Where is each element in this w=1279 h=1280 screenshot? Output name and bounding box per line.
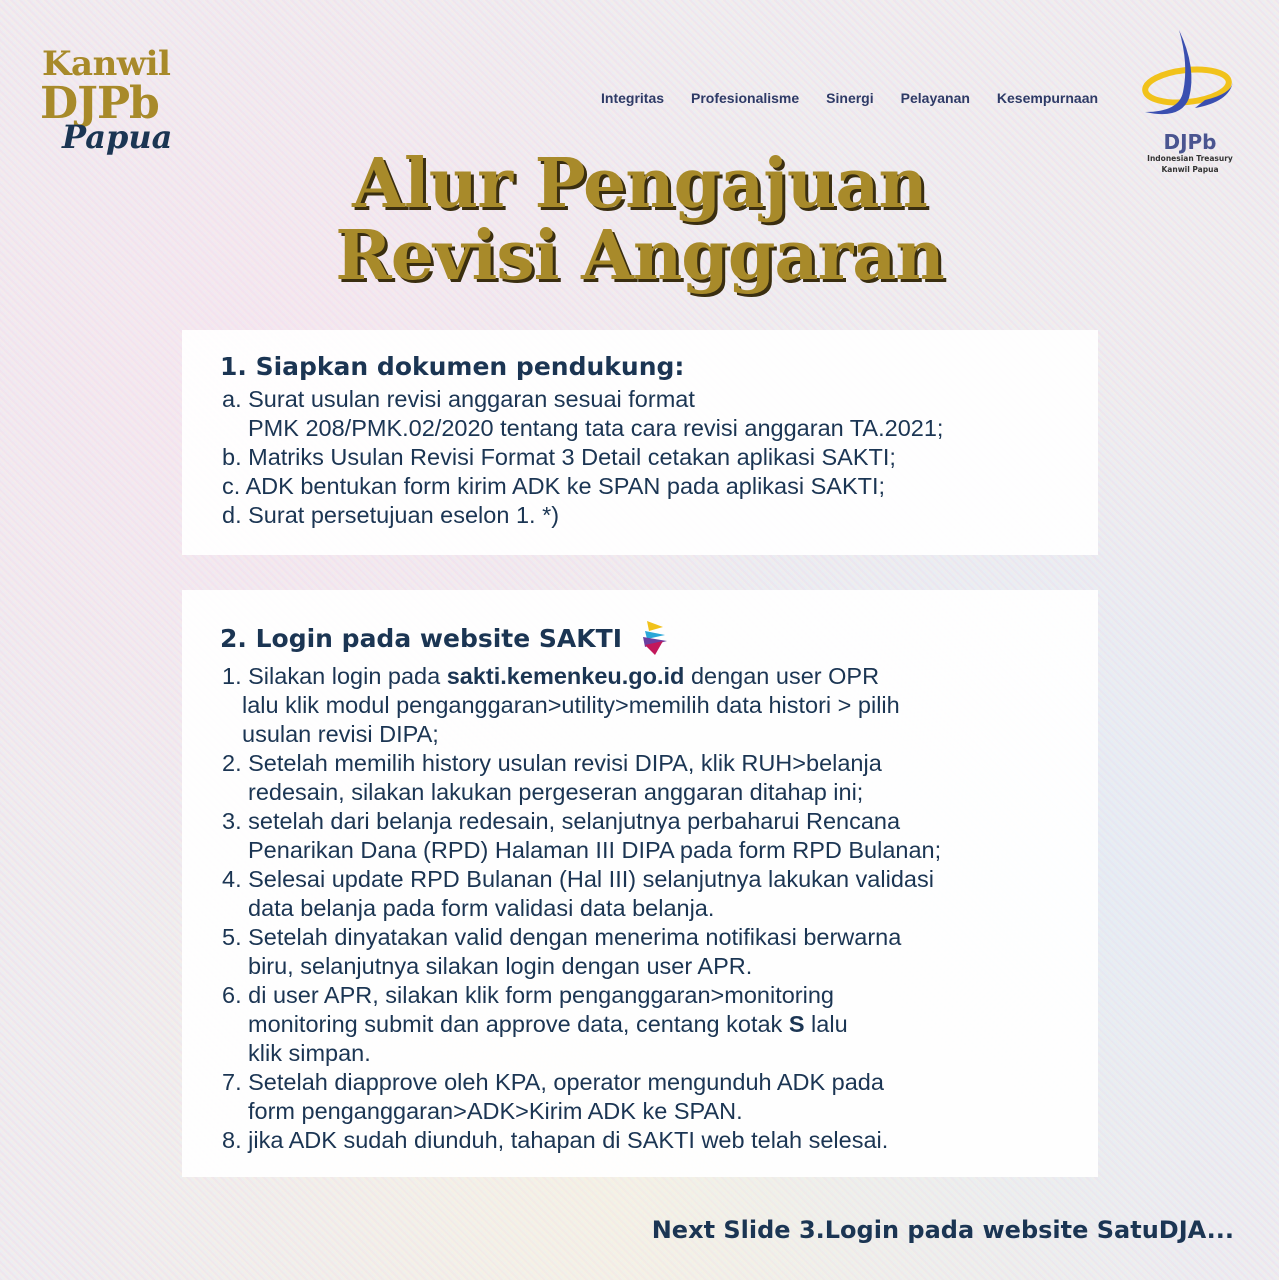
djpb-logo-subtitle: Indonesian Treasury: [1147, 154, 1233, 163]
section-2-list: [222, 662, 941, 1155]
sakti-url: sakti.kemenkeu.go.id: [446, 663, 685, 689]
list-item-continuation: data belanja pada form validasi data belanja.: [248, 895, 715, 921]
list-item-text: 1. Silakan login pada: [222, 663, 447, 689]
list-item-continuation: lalu klik modul penganggaran>utility>memilih data histori > pilih: [242, 692, 900, 718]
list-item-text: 7. Setelah diapprove oleh KPA, operator mengunduh ADK pada: [222, 1069, 884, 1095]
list-item-text: 5. Setelah dinyatakan valid dengan menerima notifikasi berwarna: [222, 924, 902, 950]
values-nav: [601, 90, 1098, 106]
title-line-1: Alur Pengajuan: [352, 144, 927, 224]
list-item-continuation: PMK 208/PMK.02/2020 tentang tata cara revisi anggaran TA.2021;: [248, 415, 944, 441]
section-1-list: [222, 385, 943, 530]
djpb-logo-region: Kanwil Papua: [1161, 165, 1219, 174]
list-item-continuation: [222, 1010, 941, 1039]
nav-item-pelayanan: Pelayanan: [900, 90, 970, 106]
nav-item-integritas: Integritas: [601, 90, 665, 106]
list-item: [222, 749, 941, 807]
nav-item-profesionalisme: Profesionalisme: [691, 90, 800, 106]
list-item-text: 4. Selesai update RPD Bulanan (Hal III) selanjutnya lakukan validasi: [222, 866, 934, 892]
list-item-continuation: redesain, silakan lakukan pergeseran anggaran ditahap ini;: [248, 779, 864, 805]
djpb-logo-text: DJPb: [1163, 130, 1217, 154]
title-line-2: Revisi Anggaran: [335, 216, 944, 296]
list-item: [222, 807, 941, 865]
list-item-continuation: biru, selanjutnya silakan login dengan user APR.: [248, 953, 753, 979]
logo-text-djpb: DJPb: [40, 78, 159, 129]
list-item: d. Surat persetujuan eselon 1. *): [222, 502, 560, 528]
list-item: [222, 662, 941, 749]
list-item-text: lalu: [804, 1011, 848, 1037]
list-item-text: 3. setelah dari belanja redesain, selanjutnya perbaharui Rencana: [222, 808, 901, 834]
nav-item-sinergi: Sinergi: [826, 90, 874, 106]
list-item-text: monitoring submit dan approve data, centang kotak: [248, 1011, 789, 1037]
nav-item-kesempurnaan: Kesempurnaan: [996, 90, 1099, 106]
checkbox-label-s: S: [788, 1011, 805, 1037]
list-item-continuation: form penganggaran>ADK>Kirim ADK ke SPAN.: [248, 1098, 743, 1124]
list-item-text: dengan user OPR: [684, 663, 880, 689]
sakti-logo-icon: [637, 619, 671, 655]
list-item: b. Matriks Usulan Revisi Format 3 Detail cetakan aplikasi SAKTI;: [222, 444, 896, 470]
list-item-text: 8. jika ADK sudah diunduh, tahapan di SAKTI web telah selesai.: [222, 1127, 889, 1153]
list-item: [222, 1068, 941, 1126]
list-item-continuation: klik simpan.: [248, 1040, 371, 1066]
list-item-text: a. Surat usulan revisi anggaran sesuai format: [222, 386, 695, 412]
kanwil-djpb-papua-logo: [38, 42, 188, 162]
next-slide-caption: Next Slide 3.Login pada website SatuDJA...: [651, 1216, 1234, 1244]
section-1-heading: 1. Siapkan dokumen pendukung:: [220, 352, 685, 381]
page-title: [0, 144, 1279, 296]
list-item-text: 6. di user APR, silakan klik form penganggaran>monitoring: [222, 982, 834, 1008]
logo-text-papua: Papua: [62, 118, 173, 156]
list-item: [222, 1126, 941, 1155]
section-1-card: [182, 330, 1098, 555]
list-item: c. ADK bentukan form kirim ADK ke SPAN pada aplikasi SAKTI;: [222, 473, 886, 499]
section-2-heading: 2. Login pada website SAKTI: [220, 624, 622, 653]
list-item-continuation: Penarikan Dana (RPD) Halaman III DIPA pada form RPD Bulanan;: [248, 837, 942, 863]
list-item: [222, 865, 941, 923]
list-item-continuation: usulan revisi DIPA;: [242, 721, 439, 747]
section-2-heading-wrap: [220, 624, 671, 655]
list-item: [222, 923, 941, 981]
list-item: [222, 981, 941, 1068]
logo-text-kanwil: Kanwil: [42, 44, 171, 84]
list-item: [222, 385, 943, 443]
list-item-text: 2. Setelah memilih history usulan revisi DIPA, klik RUH>belanja: [222, 750, 882, 776]
section-2-card: [182, 590, 1098, 1177]
djpb-emblem-icon: [1135, 28, 1245, 128]
